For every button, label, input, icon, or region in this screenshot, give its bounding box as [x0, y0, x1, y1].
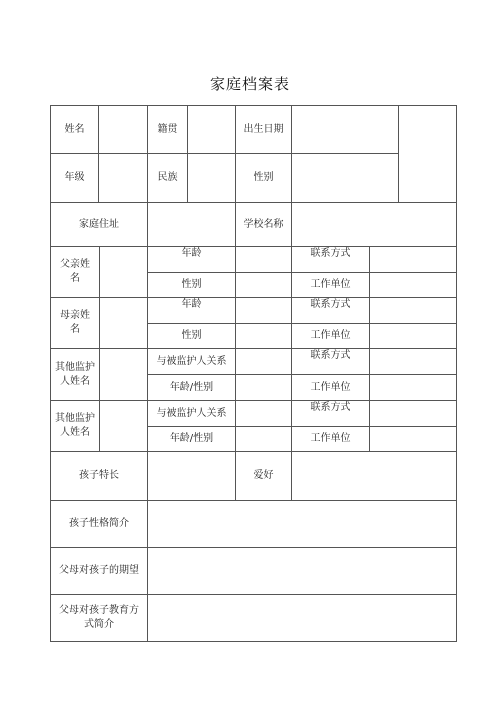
father-work-unit-label: 工作单位 — [310, 279, 351, 290]
guardian-2-contact-label: 联系方式 — [310, 402, 351, 413]
ethnicity-label: 民族 — [157, 172, 178, 183]
native-place-label: 籍贯 — [157, 123, 178, 135]
parent-expectation-label: 父母对孩子的期望 — [59, 565, 139, 576]
mother-name-label: 母亲姓名 — [60, 310, 90, 335]
father-gender-label: 性别 — [181, 279, 202, 290]
father-contact-label: 联系方式 — [310, 248, 351, 259]
guardian-1-contact-label: 联系方式 — [310, 350, 351, 361]
school-name-label: 学校名称 — [243, 218, 284, 230]
father-name-label: 父亲姓名 — [60, 259, 90, 284]
birth-date-label: 出生日期 — [243, 123, 284, 135]
guardian-2-name-label: 其他监护人姓名 — [55, 413, 95, 438]
grade-label: 年级 — [64, 172, 85, 183]
guardian-1-age-gender-label: 年龄/性别 — [169, 381, 214, 393]
child-specialty-label: 孩子特长 — [79, 470, 119, 481]
child-personality-label: 孩子性格简介 — [69, 518, 129, 529]
guardian-1-name-label: 其他监护人姓名 — [55, 361, 95, 387]
mother-contact-label: 联系方式 — [310, 299, 351, 310]
father-age-label: 年龄 — [181, 248, 202, 259]
parenting-style-label: 父母对孩子教育方式简介 — [59, 605, 139, 630]
guardian-2-age-gender-label: 年龄/性别 — [169, 433, 214, 444]
mother-work-unit-label: 工作单位 — [310, 330, 351, 341]
document-title: 家庭档案表 — [209, 75, 290, 93]
guardian-1-relation-label: 与被监护人关系 — [156, 355, 227, 367]
guardian-2-relation-label: 与被监护人关系 — [156, 407, 227, 419]
hobby-label: 爱好 — [253, 470, 274, 481]
name-label: 姓名 — [64, 123, 85, 135]
guardian-1-work-unit-label: 工作单位 — [310, 381, 351, 393]
home-address-label: 家庭住址 — [79, 218, 119, 230]
gender-label: 性别 — [253, 172, 274, 183]
guardian-2-work-unit-label: 工作单位 — [310, 433, 351, 444]
mother-gender-label: 性别 — [181, 330, 202, 341]
mother-age-label: 年龄 — [181, 299, 202, 310]
